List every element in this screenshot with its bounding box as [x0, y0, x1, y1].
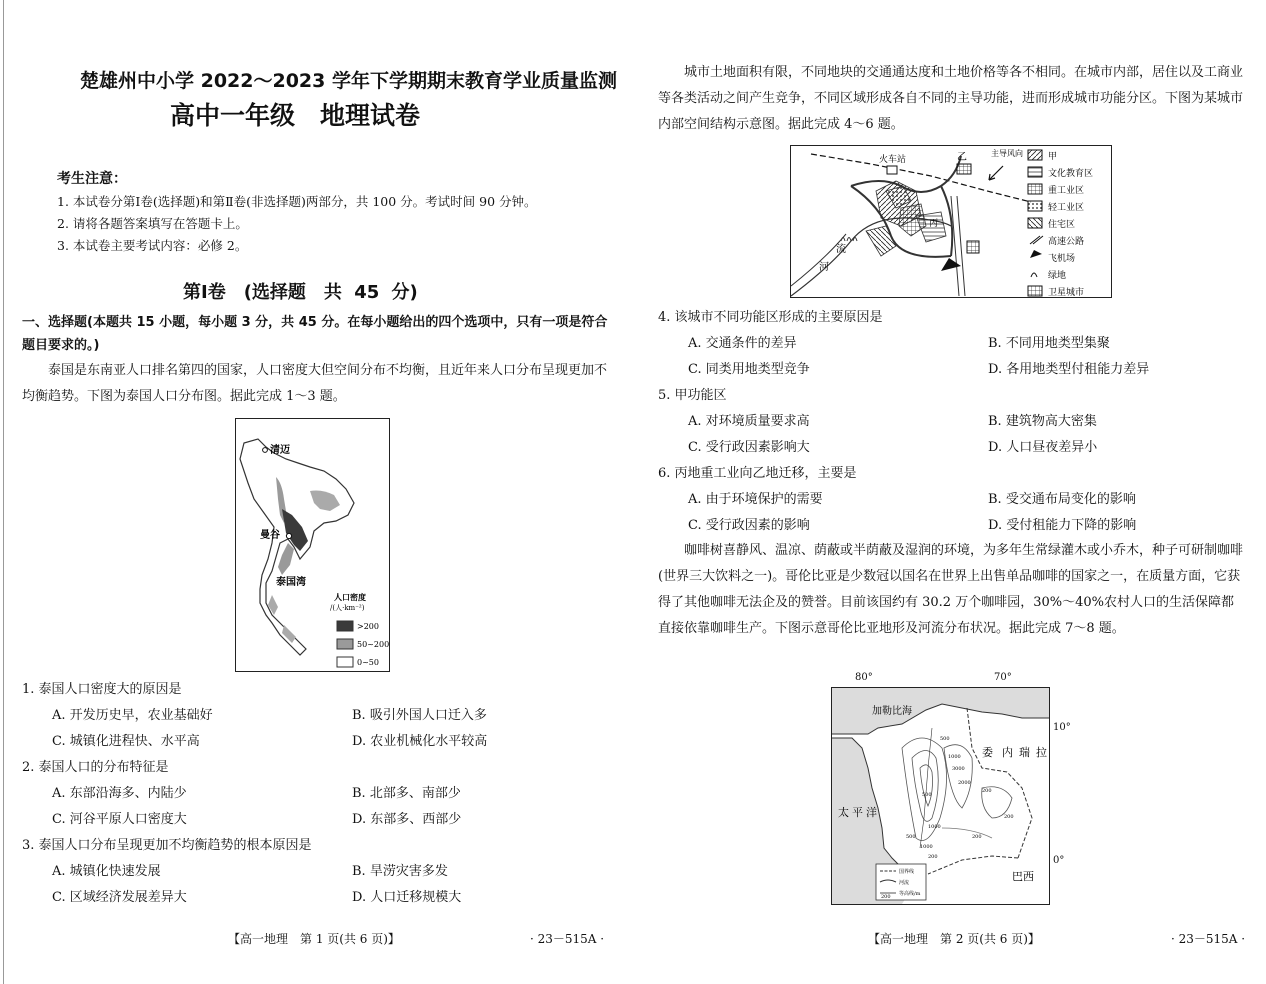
legend-label: 等高线/m	[899, 891, 921, 897]
question-stem: 1. 泰国人口密度大的原因是	[22, 682, 182, 697]
legend-label: >200	[357, 622, 379, 631]
label-venezuela-2: 内	[1002, 746, 1013, 759]
lon-label: 80°	[855, 672, 873, 683]
legend-title: 人口密度	[334, 592, 366, 602]
section-title: 第Ⅰ卷 (选择题 共 45 分)	[183, 282, 418, 303]
notice-item: 1. 本试卷分第Ⅰ卷(选择题)和第Ⅱ卷(非选择题)两部分，共 100 分。考试时间 90 分钟。	[57, 194, 537, 209]
contour-label: 200	[972, 834, 982, 840]
legend-label: 飞机场	[1048, 254, 1076, 264]
question-stem: 4. 该城市不同功能区形成的主要原因是	[658, 310, 883, 325]
question-option: D. 人口昼夜差异小	[988, 440, 1098, 455]
question-option: B. 不同用地类型集聚	[988, 336, 1110, 351]
intro-paragraph: 城市土地面积有限，不同地块的交通通达度和土地价格等各不相同。在城市内部，居住以及工商业等各类活动之间产生竞争，不同区域形成各自不同的主导功能，进而形成城市功能分区。下图为某城市内部空间结构示意图。据此完成 4～6 题。	[658, 65, 1244, 132]
contour-label: 500	[906, 834, 916, 840]
footer-code: · 23－515A ·	[530, 932, 605, 946]
exam-title-grade: 高中一年级 地理试卷	[170, 101, 421, 130]
map-label-bangkok: 曼谷	[260, 530, 280, 541]
legend-sample: 200	[881, 894, 891, 900]
question-option: A. 由于环境保护的需要	[688, 492, 823, 507]
contour-label: 200	[982, 788, 992, 794]
label-train-station: 火车站	[879, 155, 907, 165]
legend-unit: /(人·km⁻²)	[330, 604, 365, 612]
contour-label: 1000	[948, 754, 961, 760]
question-stem: 2. 泰国人口的分布特征是	[22, 760, 169, 775]
exam-title-school: 楚雄州中小学 2022～2023 学年下学期期末教育学业质量监测	[80, 70, 617, 92]
legend-label: 0~50	[357, 658, 379, 667]
question-option: C. 河谷平原人口密度大	[52, 812, 187, 827]
question-option: C. 同类用地类型竞争	[688, 362, 810, 377]
question-option: A. 城镇化快速发展	[52, 864, 161, 879]
legend-swatch-low	[337, 657, 353, 667]
question-option: B. 北部多、南部少	[352, 786, 461, 801]
question-stem: 6. 丙地重工业向乙地迁移，主要是	[658, 466, 857, 481]
label-brazil: 巴西	[1012, 870, 1034, 883]
question-option: B. 建筑物高大密集	[988, 414, 1097, 429]
contour-label: 1000	[928, 824, 941, 830]
notice-title: 考生注意：	[57, 171, 127, 187]
contour-label: 2000	[958, 780, 971, 786]
question-option: A. 对环境质量要求高	[688, 414, 810, 429]
contour-label: 200	[928, 854, 938, 860]
thailand-population-map	[235, 418, 390, 672]
intro-paragraph-2: 咖啡树喜静风、温凉、荫蔽或半荫蔽及湿润的环境，为多年生常绿灌木或小乔木，种子可研制咖啡(世界三大饮料之一)。哥伦比亚是少数冠以国名在世界上出售单品咖啡的国家之一，在质量方面，它获得了其他咖啡无法企及的赞誉。目前该国约有 30.2 万个咖啡园，30%～40%农村人口的生活保障都直接依靠咖啡生产。下图示意哥伦比亚地形及河流分布状况。据此完成 7～8 题。	[658, 543, 1244, 636]
question-option: D. 东部多、西部少	[352, 812, 462, 827]
question-option: D. 受付租能力下降的影响	[988, 518, 1137, 533]
legend-swatch-high	[337, 621, 353, 631]
map-label-chiang-mai: 清迈	[270, 445, 290, 456]
contour-label: 200	[1004, 814, 1014, 820]
question-option: A. 开发历史早，农业基础好	[52, 708, 213, 723]
question-option: C. 受行政因素影响大	[688, 440, 810, 455]
contour-label: 500	[940, 736, 950, 742]
lat-label: 0°	[1053, 855, 1065, 866]
legend-label: 卫星城市	[1048, 288, 1085, 297]
legend-label: 河流	[899, 880, 910, 886]
legend-label: 甲	[1048, 152, 1058, 162]
legend-label: 住宅区	[1048, 220, 1076, 230]
legend-label: 重工业区	[1048, 186, 1085, 196]
label-yi: 乙	[957, 152, 967, 163]
label-pacific-1: 太	[838, 806, 849, 819]
page-2	[633, 0, 1266, 984]
lon-label: 70°	[994, 672, 1012, 683]
legend-label: 50~200	[357, 640, 389, 649]
footer-page-info: 【高一地理 第 1 页(共 6 页)】	[228, 932, 400, 946]
airplane-icon	[941, 258, 961, 271]
footer-code: · 23－515A ·	[1171, 932, 1246, 946]
section-description: 一、选择题(本题共 15 小题，每小题 3 分，共 45 分。在每小题给出的四个选项中，只有一项是符合题目要求的。)	[22, 315, 608, 353]
colombia-map-legend	[876, 864, 926, 900]
legend-label: 高速公路	[1048, 237, 1085, 247]
city-map-legend	[1028, 150, 1093, 297]
label-wind: 主导风向	[991, 149, 1023, 158]
question-option: A. 东部沿海多、内陆少	[52, 786, 187, 801]
notice-item: 3. 本试卷主要考试内容：必修 2。	[57, 238, 248, 253]
contour-label: 500	[922, 792, 932, 798]
legend-label: 国界线	[899, 869, 915, 875]
question-option: C. 城镇化进程快、水平高	[52, 734, 200, 749]
question-option: D. 各用地类型付租能力差异	[988, 362, 1150, 377]
city-structure-map	[790, 145, 1112, 298]
question-option: B. 旱涝灾害多发	[352, 864, 448, 879]
question-stem: 3. 泰国人口分布呈现更加不均衡趋势的根本原因是	[22, 838, 312, 853]
label-venezuela-3: 瑞	[1019, 746, 1030, 759]
intro-paragraph: 泰国是东南亚人口排名第四的国家，人口密度大但空间分布不均衡，且近年来人口分布呈现更加不均衡趋势。下图为泰国人口分布图。据此完成 1～3 题。	[22, 363, 608, 404]
question-option: D. 人口迁移规模大	[352, 890, 462, 905]
label-venezuela-4: 拉	[1036, 746, 1047, 759]
label-river-1: 流	[836, 244, 846, 255]
question-option: D. 农业机械化水平较高	[352, 734, 488, 749]
map-label-gulf: 泰国湾	[276, 577, 306, 588]
legend-swatch-medium	[337, 639, 353, 649]
label-pacific-3: 洋	[866, 806, 877, 819]
label-pacific-2: 平	[852, 806, 863, 819]
question-option: C. 区域经济发展差异大	[52, 890, 187, 905]
question-option: B. 吸引外国人口迁入多	[352, 708, 487, 723]
legend-label: 文化教育区	[1048, 169, 1094, 179]
colombia-terrain-map	[831, 687, 1050, 905]
label-caribbean: 加勒比海	[872, 706, 912, 717]
label-bing: 丙	[929, 219, 939, 229]
label-river-2: 河	[819, 262, 829, 273]
question-stem: 5. 甲功能区	[658, 388, 727, 403]
legend-label: 绿地	[1048, 271, 1067, 281]
contour-label: 3000	[952, 766, 965, 772]
lat-label: 10°	[1053, 722, 1071, 733]
question-option: A. 交通条件的差异	[688, 336, 797, 351]
question-option: C. 受行政因素的影响	[688, 518, 810, 533]
notice-item: 2. 请将各题答案填写在答题卡上。	[57, 216, 248, 231]
contour-label: 1000	[920, 844, 933, 850]
footer-page-info: 【高一地理 第 2 页(共 6 页)】	[868, 932, 1040, 946]
legend-label: 轻工业区	[1048, 203, 1085, 213]
question-option: B. 受交通布局变化的影响	[988, 492, 1136, 507]
label-venezuela-1: 委	[982, 746, 993, 759]
